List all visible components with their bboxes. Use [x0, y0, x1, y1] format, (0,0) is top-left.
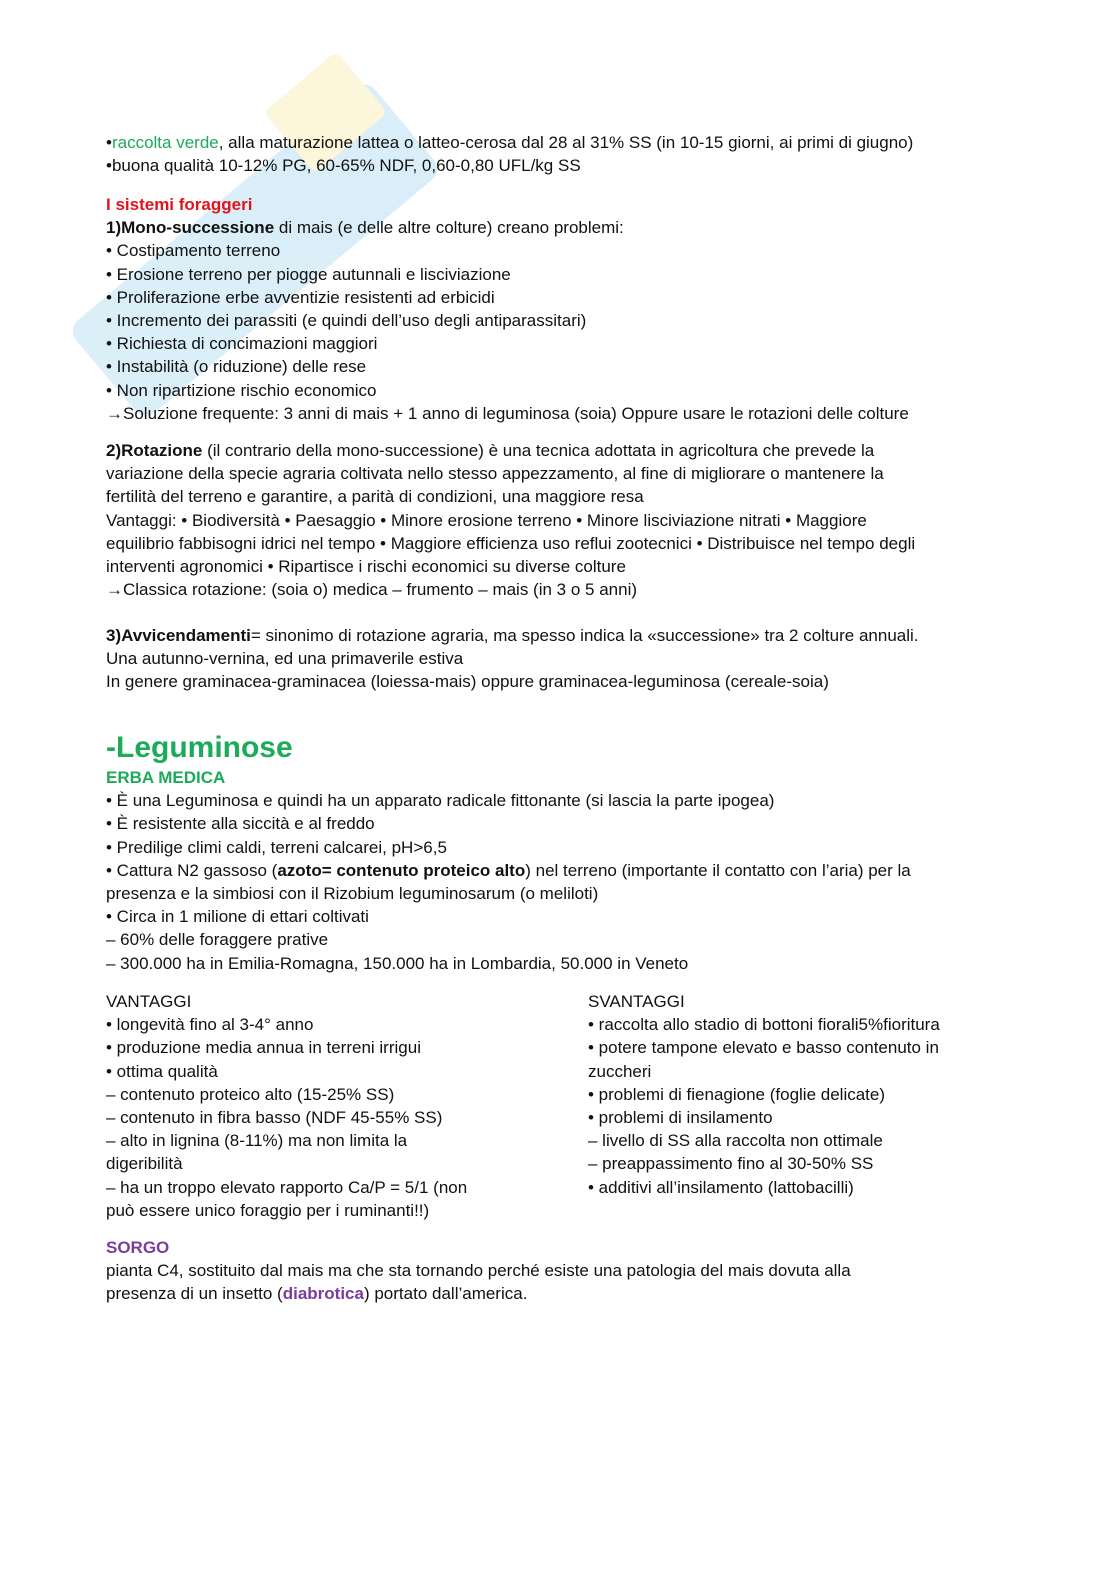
svantaggi-item: • potere tampone elevato e basso contenuto in [588, 1038, 939, 1058]
sistemi-section [106, 193, 1006, 425]
vantaggi-item: • longevità fino al 3-4° anno [106, 1015, 314, 1035]
sorgo-title: SORGO [106, 1238, 170, 1257]
avvicendamenti-line: In genere graminacea-graminacea (loiessa-mais) oppure graminacea-leguminosa (cereale-soia) [106, 672, 829, 692]
vantaggi-item: può essere unico foraggio per i ruminanti!!) [106, 1200, 430, 1220]
vantaggi-item: • produzione media annua in terreni irrigui [106, 1038, 421, 1058]
avvicendamenti-intro: 3)Avvicendamenti= sinonimo di rotazione agraria, ma spesso indica la «successione» tra 2 colture annuali. [106, 626, 919, 645]
problem-item: • Incremento dei parassiti (e quindi dell’uso degli antiparassitari) [106, 311, 587, 331]
svantaggi-item: • additivi all’insilamento (lattobacilli) [588, 1177, 854, 1197]
sorgo-section [106, 1236, 1006, 1306]
vantaggi-title: VANTAGGI [106, 992, 192, 1011]
svantaggi-title: SVANTAGGI [588, 992, 685, 1011]
sorgo-line-2: presenza di un insetto (diabrotica) portato dall’america. [106, 1284, 528, 1304]
erba-medica-title: ERBA MEDICA [106, 768, 226, 787]
problem-item: • Richiesta di concimazioni maggiori [106, 334, 378, 354]
rotazione-line: Vantaggi: • Biodiversità • Paesaggio • Minore erosione terreno • Minore lisciviazione nitrati • Maggiore [106, 510, 867, 530]
vantaggi-item: • ottima qualità [106, 1061, 218, 1081]
intro-section [106, 131, 1006, 177]
leguminose-point: • È una Leguminosa e quindi ha un apparato radicale fittonante (si lascia la parte ipogea) [106, 791, 775, 811]
sorgo-line-1: pianta C4, sostituito dal mais ma che sta tornando perché esiste una patologia del mais dovuta alla [106, 1261, 851, 1281]
vantaggi-item: – contenuto in fibra basso (NDF 45-55% SS) [106, 1108, 443, 1128]
problem-item: • Erosione terreno per piogge autunnali e lisciviazione [106, 264, 511, 284]
sistemi-title: I sistemi foraggeri [106, 195, 253, 214]
leguminose-section [106, 730, 1006, 975]
svantaggi-item: – livello di SS alla raccolta non ottimale [588, 1131, 883, 1151]
vantaggi-column [106, 990, 516, 1222]
mono-successione: 1)Mono-successione di mais (e delle altre colture) creano problemi: [106, 218, 624, 238]
svantaggi-item: – preappassimento fino al 30-50% SS [588, 1154, 874, 1174]
svantaggi-item: • problemi di insilamento [588, 1108, 773, 1128]
svantaggi-column [588, 990, 998, 1199]
rotazione-intro: 2)Rotazione (il contrario della mono-successione) è una tecnica adottata in agricoltura che prevede la [106, 441, 875, 460]
rotazione-line: variazione della specie agraria coltivata nello stesso appezzamento, al fine di migliorare o mantenere la [106, 464, 884, 484]
avvicendamenti-line: Una autunno-vernina, ed una primaverile estiva [106, 649, 464, 669]
vantaggi-item: – alto in lignina (8-11%) ma non limita la [106, 1131, 408, 1151]
leguminose-point: • Predilige climi caldi, terreni calcarei, pH>6,5 [106, 837, 447, 857]
problem-item: • Non ripartizione rischio economico [106, 380, 377, 400]
rotazione-line: →Classica rotazione: (soia o) medica – frumento – mais (in 3 o 5 anni) [106, 580, 638, 600]
vantaggi-item: – ha un troppo elevato rapporto Ca/P = 5/1 (non [106, 1177, 468, 1197]
intro-line-2: •buona qualità 10-12% PG, 60-65% NDF, 0,60-0,80 UFL/kg SS [106, 156, 581, 176]
svantaggi-item: zuccheri [588, 1061, 652, 1081]
n2-line-2: presenza e la simbiosi con il Rizobium leguminosarum (o meliloti) [106, 884, 599, 904]
stat-line: • Circa in 1 milione di ettari coltivati [106, 907, 369, 927]
rotazione-line: fertilità del terreno e garantire, a parità di condizioni, una maggiore resa [106, 487, 644, 507]
vantaggi-item: – contenuto proteico alto (15-25% SS) [106, 1084, 395, 1104]
avvicendamenti-section [106, 624, 1006, 694]
rotazione-line: equilibrio fabbisogni idrici nel tempo • Maggiore efficienza uso reflui zootecnici • Distribuisce nel tempo degli [106, 533, 916, 553]
vantaggi-item: digeribilità [106, 1154, 183, 1174]
svantaggi-item: • raccolta allo stadio di bottoni fiorali5%fioritura [588, 1015, 940, 1035]
solution-line: →Soluzione frequente: 3 anni di mais + 1 anno di leguminosa (soia) Oppure usare le rotazioni delle colture [106, 403, 909, 423]
leguminose-title: -Leguminose [106, 731, 293, 764]
intro-line-1: •raccolta verde, alla maturazione lattea o latteo-cerosa dal 28 al 31% SS (in 10-15 giorni, ai primi di giugno) [106, 133, 914, 152]
n2-line: • Cattura N2 gassoso (azoto= contenuto proteico alto) nel terreno (importante il contatto con l’aria) per la [106, 860, 911, 880]
problem-item: • Proliferazione erbe avventizie resistenti ad erbicidi [106, 287, 495, 307]
stat-line: – 300.000 ha in Emilia-Romagna, 150.000 ha in Lombardia, 50.000 in Veneto [106, 953, 689, 973]
rotazione-line: interventi agronomici • Ripartisce i rischi economici su diverse colture [106, 557, 626, 577]
rotazione-section [106, 439, 1006, 601]
problem-item: • Instabilità (o riduzione) delle rese [106, 357, 367, 377]
problem-item: • Costipamento terreno [106, 241, 281, 261]
leguminose-point: • È resistente alla siccità e al freddo [106, 814, 375, 834]
stat-line: – 60% delle foraggere prative [106, 930, 329, 950]
svantaggi-item: • problemi di fienagione (foglie delicate) [588, 1084, 886, 1104]
